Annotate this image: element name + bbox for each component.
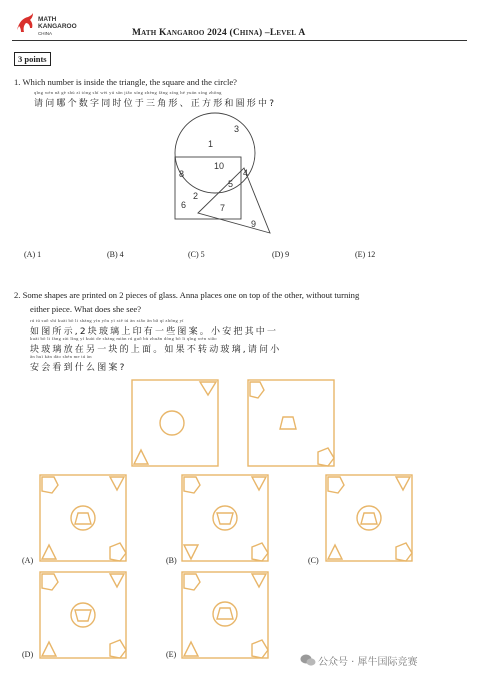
question-1-pinyin: qǐng wèn nǎ gè shù zì tóng shí wèi yú sān jiǎo xíng zhèng fāng xíng hé yuán xíng zhōng — [34, 90, 222, 95]
q2-option-c-label[interactable]: (C) — [308, 556, 319, 565]
figure-triangle — [198, 168, 270, 233]
question-1-text: 1. Which number is inside the triangle, the square and the circle? — [14, 77, 237, 87]
q1-option-a[interactable]: (A) 1 — [24, 250, 42, 259]
q2-option-a-label[interactable]: (A) — [22, 556, 34, 565]
q2-option-b-image[interactable] — [180, 473, 270, 563]
fig-num-6: 6 — [181, 200, 187, 210]
wechat-icon — [300, 653, 316, 667]
q1-option-e[interactable]: (E) 12 — [355, 250, 376, 259]
points-badge: 3 points — [14, 52, 51, 66]
math-kangaroo-logo — [14, 10, 77, 40]
logo-line1: MATH — [38, 16, 57, 23]
fig-num-3: 3 — [234, 124, 240, 134]
question-2-text-line2: either piece. What does she see? — [30, 304, 142, 314]
glass-piece-1 — [130, 378, 220, 468]
q1-option-c[interactable]: (C) 5 — [188, 250, 205, 259]
page-title: Math Kangaroo 2024 (China) –Level A — [132, 28, 306, 38]
q2-option-e-image[interactable] — [180, 570, 270, 660]
fig-num-2: 2 — [193, 191, 199, 201]
logo-line2: KANGAROO — [38, 23, 77, 30]
logo-line3: CHINA — [38, 31, 53, 36]
question-2-pinyin-3: ān huì kàn dào shén me tú àn — [30, 354, 92, 359]
fig-num-1: 1 — [208, 139, 214, 149]
q2-option-d-image[interactable] — [38, 570, 128, 660]
fig-num-10: 10 — [214, 161, 225, 171]
header-divider — [12, 40, 467, 41]
q1-option-d[interactable]: (D) 9 — [272, 250, 290, 259]
q1-option-b[interactable]: (B) 4 — [107, 250, 124, 259]
fig-num-4: 4 — [243, 168, 249, 178]
question-2-pinyin-2: kuài bō li fàng zài lìng yí kuài de shàng miàn rú guǒ bù zhuǎn dòng bō li qǐng wèn xiǎo — [30, 336, 217, 341]
question-2-chinese-2: 块玻璃放在另一块的上面。如果不转动玻璃,请问小 — [30, 345, 282, 355]
q2-option-e-label[interactable]: (E) — [166, 650, 177, 659]
watermark-text: 公众号 · 犀牛国际竞赛 — [318, 657, 418, 668]
watermark — [300, 651, 470, 669]
glass-piece-2 — [246, 378, 336, 468]
question-2-chinese-1: 如图所示,2块玻璃上印有一些图案。小安把其中一 — [30, 327, 279, 337]
question-2-pinyin-1: rú tú suǒ shì kuài bō li shàng yìn yǒu yì xiē tú àn xiǎo ān bǎ qí zhōng yí — [30, 318, 184, 323]
kangaroo-icon — [14, 12, 36, 34]
q2-option-b-label[interactable]: (B) — [166, 556, 177, 565]
question-1-chinese: 请问哪个数字同时位于三角形、正方形和圆形中? — [34, 99, 277, 109]
fig-num-5: 5 — [228, 179, 234, 189]
question-2-text-line1: 2. Some shapes are printed on 2 pieces of glass. Anna places one on top of the other, without turning — [14, 290, 360, 300]
question-2-chinese-3: 安会看到什么图案? — [30, 363, 127, 373]
q2-option-d-label[interactable]: (D) — [22, 650, 34, 659]
question-1-figure — [160, 110, 290, 240]
fig-num-9: 9 — [251, 219, 257, 229]
fig-num-7: 7 — [220, 203, 226, 213]
q2-option-c-image[interactable] — [324, 473, 414, 563]
figure-circle — [175, 113, 255, 193]
fig-num-8: 8 — [179, 169, 185, 179]
q2-option-a-image[interactable] — [38, 473, 128, 563]
